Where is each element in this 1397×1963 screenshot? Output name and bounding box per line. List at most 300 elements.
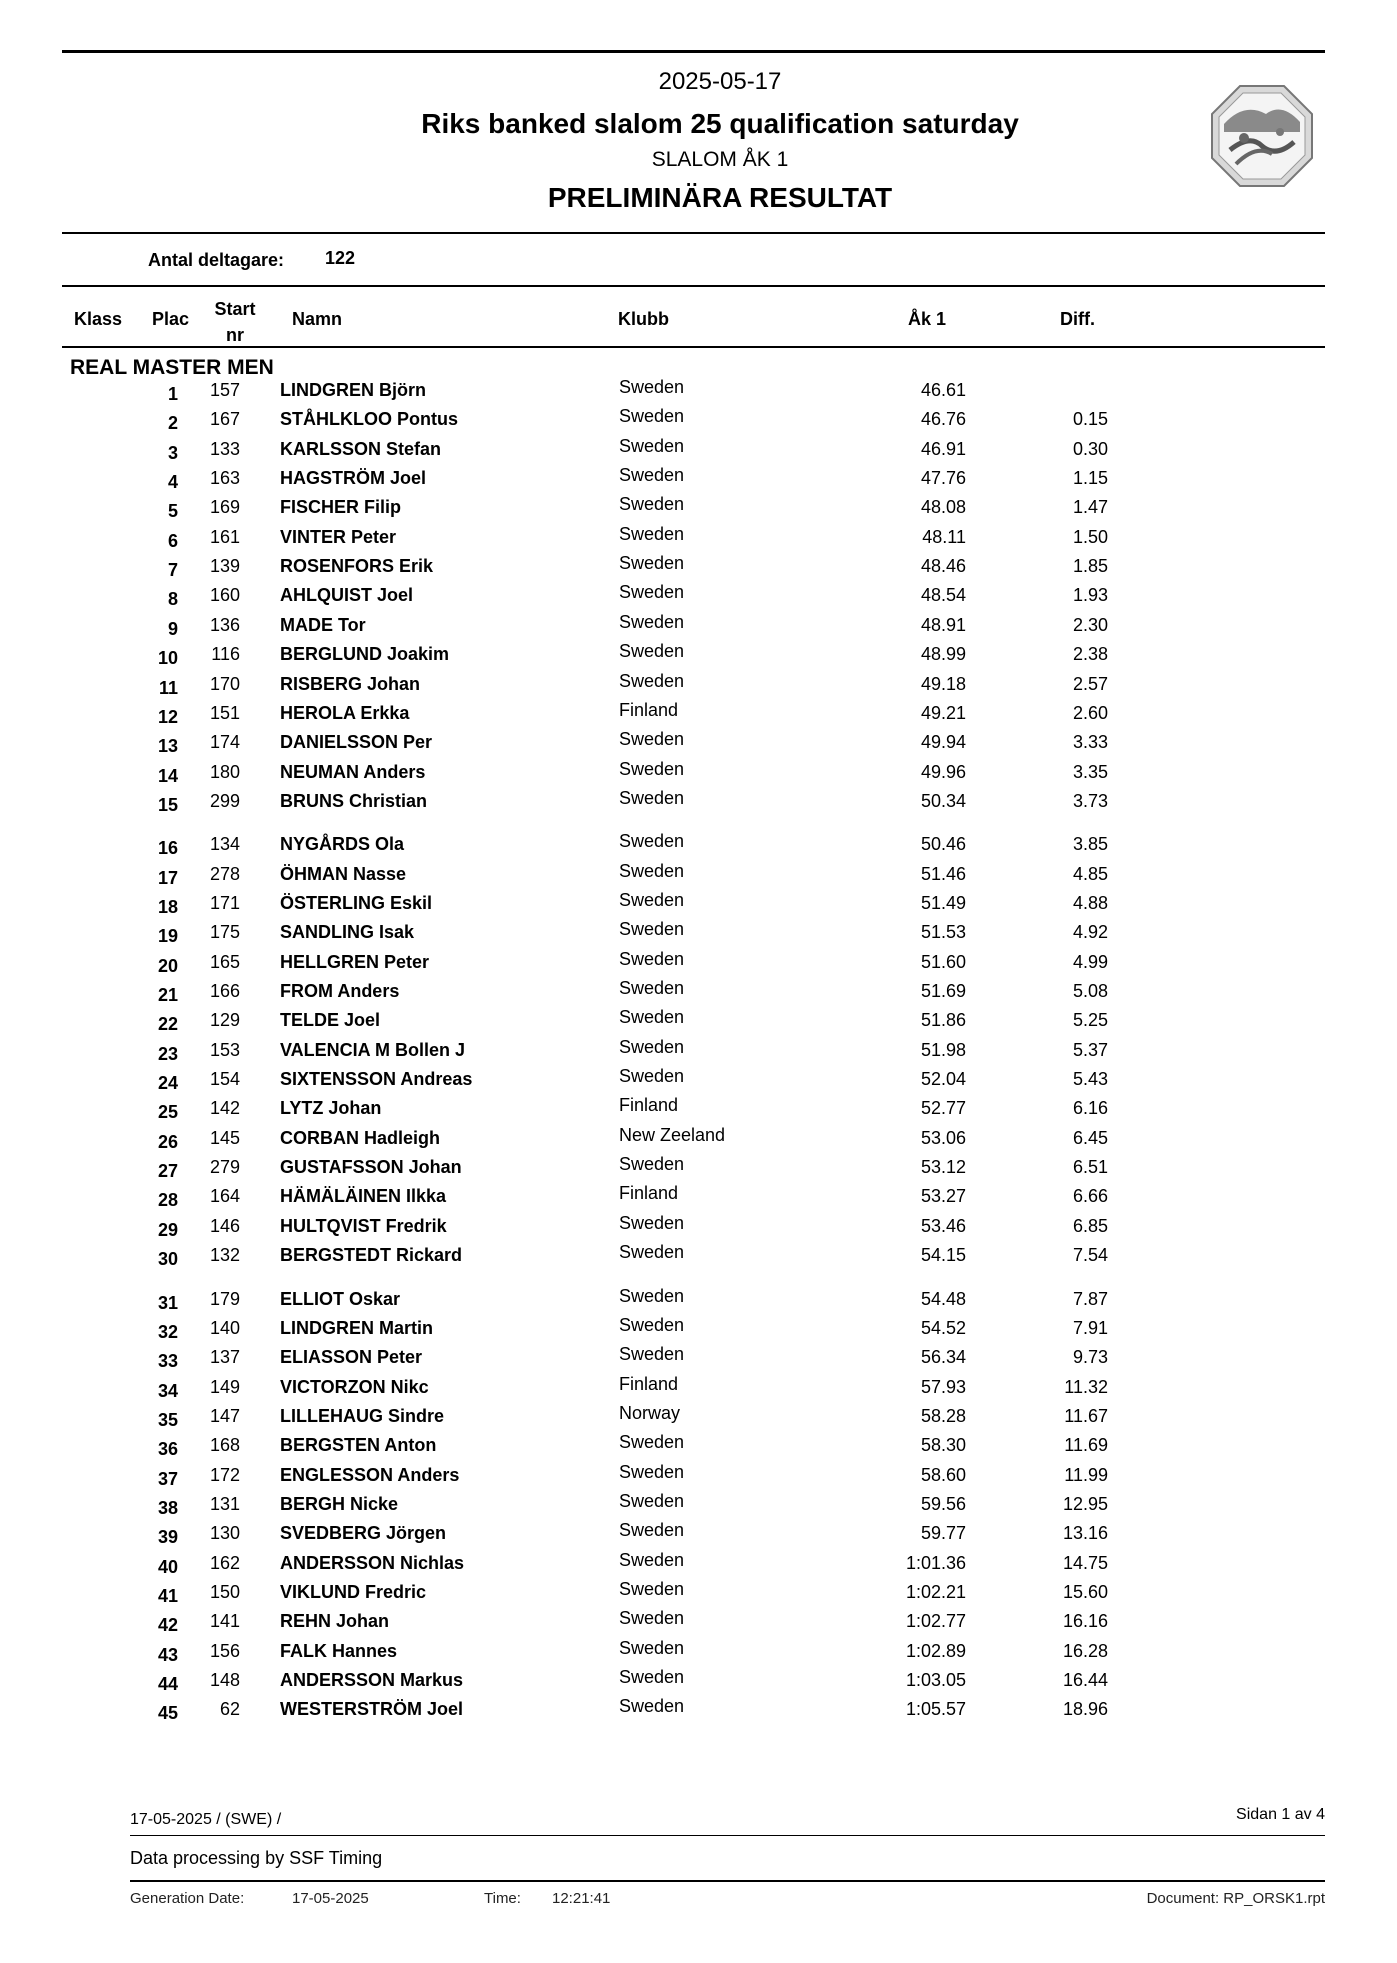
row-time-diff: 5.08 [1072,981,1108,1001]
row-place: 29 [157,1220,178,1240]
row-run-time: 1:02.89 [905,1641,966,1661]
row-time-diff: 15.60 [1062,1582,1108,1602]
row-start-number: 142 [209,1098,240,1118]
row-athlete-name: CORBAN Hadleigh [280,1128,441,1148]
row-time-diff: 16.16 [1062,1611,1108,1631]
row-run-time: 46.91 [920,439,966,459]
row-run-time: 1:02.77 [905,1611,966,1631]
generation-time-value: 12:21:41 [552,1890,611,1907]
row-time-diff: 6.45 [1072,1128,1108,1148]
row-start-number: 154 [209,1069,240,1089]
row-athlete-name: NEUMAN Anders [280,762,426,782]
table-row [0,671,1397,703]
row-athlete-name: LINDGREN Martin [280,1318,433,1338]
row-athlete-name: KARLSSON Stefan [280,439,442,459]
row-place: 5 [167,501,178,521]
row-club: Sweden [619,1491,685,1511]
row-start-number: 172 [209,1465,240,1485]
row-start-number: 133 [209,439,240,459]
row-club: Sweden [619,1213,685,1233]
col-header-namn: Namn [292,309,343,329]
row-time-diff: 18.96 [1062,1699,1108,1719]
row-athlete-name: BERGLUND Joakim [280,644,450,664]
row-club: Sweden [619,553,685,573]
row-athlete-name: LINDGREN Björn [280,380,426,400]
row-start-number: 162 [209,1553,240,1573]
table-row [0,1491,1397,1523]
row-place: 21 [157,985,178,1005]
row-run-time: 50.34 [920,791,966,811]
row-run-time: 49.18 [920,674,966,694]
row-run-time: 51.98 [920,1040,966,1060]
header-rule [62,232,1325,234]
table-row [0,949,1397,981]
row-run-time: 48.11 [922,527,966,547]
row-run-time: 59.56 [920,1494,966,1514]
row-run-time: 48.99 [920,644,966,664]
row-athlete-name: HULTQVIST Fredrik [280,1216,447,1236]
row-start-number: 134 [209,834,240,854]
row-time-diff: 2.30 [1072,615,1108,635]
row-place: 18 [157,897,178,917]
row-run-time: 46.61 [920,380,966,400]
row-place: 12 [157,707,178,727]
row-athlete-name: TELDE Joel [280,1010,381,1030]
row-time-diff: 2.38 [1072,644,1108,664]
row-start-number: 153 [209,1040,240,1060]
row-athlete-name: DANIELSSON Per [280,732,433,752]
row-club: Norway [619,1403,681,1423]
table-row [0,1037,1397,1069]
row-club: Sweden [619,1462,685,1482]
class-group-title: REAL MASTER MEN [70,356,274,379]
table-row [0,1667,1397,1699]
row-start-number: 132 [209,1245,240,1265]
row-club: Sweden [619,729,685,749]
row-start-number: 160 [209,585,240,605]
row-time-diff: 1.93 [1072,585,1108,605]
row-start-number: 151 [209,703,240,723]
table-row [0,641,1397,673]
row-time-diff: 12.95 [1062,1494,1108,1514]
table-header-rule [62,346,1325,348]
table-row [0,831,1397,863]
row-place: 15 [157,795,178,815]
row-time-diff: 2.60 [1072,703,1108,723]
row-start-number: 171 [209,893,240,913]
col-header-start-line1: Start [214,299,256,319]
row-club: Sweden [619,406,685,426]
table-row [0,1286,1397,1318]
table-row [0,978,1397,1010]
row-athlete-name: RISBERG Johan [280,674,421,694]
footer-rule-2 [130,1880,1325,1882]
row-time-diff: 1.47 [1072,497,1108,517]
row-place: 16 [157,838,178,858]
row-club: Sweden [619,524,685,544]
row-place: 9 [167,619,178,639]
row-club: Sweden [619,1667,685,1687]
row-club: Sweden [619,978,685,998]
row-athlete-name: FISCHER Filip [280,497,401,517]
col-header-ak1: Åk 1 [908,309,947,329]
row-athlete-name: MADE Tor [280,615,366,635]
generation-time-label: Time: [484,1890,521,1907]
row-club: Finland [619,1374,679,1394]
table-row [0,919,1397,951]
row-start-number: 131 [209,1494,240,1514]
row-run-time: 58.30 [920,1435,966,1455]
col-header-klass: Klass [74,309,123,329]
row-start-number: 170 [209,674,240,694]
row-athlete-name: ÖHMAN Nasse [280,864,407,884]
row-athlete-name: NYGÅRDS Ola [280,834,405,854]
row-start-number: 147 [209,1406,240,1426]
row-start-number: 278 [209,864,240,884]
row-start-number: 149 [209,1377,240,1397]
col-header-klubb: Klubb [618,309,669,329]
row-time-diff: 5.43 [1072,1069,1108,1089]
row-start-number: 116 [211,644,240,664]
row-run-time: 54.15 [920,1245,966,1265]
row-club: Sweden [619,831,685,851]
table-row [0,1183,1397,1215]
row-club: Sweden [619,641,685,661]
row-club: Sweden [619,1344,685,1364]
row-club: Sweden [619,949,685,969]
table-row [0,377,1397,409]
row-time-diff: 16.44 [1062,1670,1108,1690]
row-time-diff: 6.85 [1072,1216,1108,1236]
row-run-time: 53.06 [920,1128,966,1148]
row-start-number: 157 [209,380,240,400]
row-athlete-name: BERGH Nicke [280,1494,399,1514]
footer-left-info: 17-05-2025 / (SWE) / [130,1811,282,1828]
row-run-time: 58.60 [920,1465,966,1485]
row-place: 36 [157,1439,178,1459]
table-row [0,1125,1397,1157]
row-run-time: 48.54 [920,585,966,605]
table-row [0,1374,1397,1406]
row-time-diff: 11.99 [1064,1465,1108,1485]
row-place: 7 [167,560,178,580]
row-time-diff: 0.30 [1072,439,1108,459]
generation-date-value: 17-05-2025 [292,1890,369,1907]
row-athlete-name: AHLQUIST Joel [280,585,414,605]
row-club: Sweden [619,465,685,485]
document-name: Document: RP_ORSK1.rpt [1146,1890,1325,1907]
row-place: 45 [157,1703,178,1723]
table-row [0,759,1397,791]
row-club: Sweden [619,890,685,910]
row-time-diff: 5.25 [1072,1010,1108,1030]
row-run-time: 1:03.05 [905,1670,966,1690]
row-athlete-name: ÖSTERLING Eskil [280,893,433,913]
row-place: 28 [157,1190,178,1210]
row-club: Sweden [619,861,685,881]
table-row [0,1066,1397,1098]
row-run-time: 1:05.57 [905,1699,966,1719]
row-club: Sweden [619,919,685,939]
row-athlete-name: BRUNS Christian [280,791,428,811]
row-place: 23 [157,1044,178,1064]
row-athlete-name: ANDERSSON Nichlas [280,1553,465,1573]
row-club: Sweden [619,1154,685,1174]
row-start-number: 141 [209,1611,240,1631]
row-club: Sweden [619,494,685,514]
row-club: Sweden [619,436,685,456]
row-time-diff: 11.67 [1064,1406,1108,1426]
row-run-time: 51.49 [920,893,966,913]
row-athlete-name: SVEDBERG Jörgen [280,1523,447,1543]
ski-federation-emblem-icon [1210,84,1314,188]
row-run-time: 56.34 [920,1347,966,1367]
row-run-time: 54.48 [920,1289,966,1309]
table-row [0,1579,1397,1611]
row-place: 10 [157,648,178,668]
row-run-time: 58.28 [920,1406,966,1426]
table-row [0,890,1397,922]
row-time-diff: 6.66 [1072,1186,1108,1206]
row-club: Finland [619,1095,679,1115]
table-row [0,1344,1397,1376]
row-time-diff: 5.37 [1072,1040,1108,1060]
row-start-number: 150 [209,1582,240,1602]
row-athlete-name: STÅHLKLOO Pontus [280,409,458,429]
row-run-time: 49.96 [920,762,966,782]
row-start-number: 175 [209,922,240,942]
row-time-diff: 3.73 [1072,791,1108,811]
row-run-time: 57.93 [920,1377,966,1397]
top-rule [62,50,1325,53]
table-row [0,700,1397,732]
row-start-number: 161 [209,527,240,547]
row-athlete-name: REHN Johan [280,1611,390,1631]
row-place: 31 [157,1293,178,1313]
table-row [0,1403,1397,1435]
row-athlete-name: ELLIOT Oskar [280,1289,401,1309]
row-place: 26 [157,1132,178,1152]
row-place: 33 [157,1351,178,1371]
row-run-time: 53.46 [920,1216,966,1236]
row-place: 30 [157,1249,178,1269]
row-start-number: 137 [209,1347,240,1367]
table-row [0,1213,1397,1245]
row-athlete-name: BERGSTEN Anton [280,1435,437,1455]
row-club: Sweden [619,1242,685,1262]
row-run-time: 54.52 [920,1318,966,1338]
row-athlete-name: VALENCIA M Bollen J [280,1040,466,1060]
row-run-time: 53.12 [920,1157,966,1177]
row-time-diff: 7.87 [1072,1289,1108,1309]
row-place: 22 [157,1014,178,1034]
row-place: 42 [157,1615,178,1635]
row-place: 37 [157,1469,178,1489]
row-run-time: 51.86 [920,1010,966,1030]
row-place: 13 [157,736,178,756]
row-athlete-name: ENGLESSON Anders [280,1465,460,1485]
row-club: Sweden [619,788,685,808]
row-time-diff: 14.75 [1062,1553,1108,1573]
table-row [0,1007,1397,1039]
col-header-start [205,296,265,348]
row-start-number: 145 [209,1128,240,1148]
row-club: Finland [619,1183,679,1203]
row-run-time: 48.91 [920,615,966,635]
row-club: Sweden [619,1315,685,1335]
row-athlete-name: WESTERSTRÖM Joel [280,1699,464,1719]
row-place: 34 [157,1381,178,1401]
row-club: Sweden [619,1608,685,1628]
row-club: Sweden [619,612,685,632]
row-start-number: 299 [209,791,240,811]
row-run-time: 49.21 [920,703,966,723]
row-place: 39 [157,1527,178,1547]
row-run-time: 1:01.36 [905,1553,966,1573]
generation-date-label: Generation Date: [130,1890,245,1907]
row-time-diff: 4.85 [1072,864,1108,884]
participants-label: Antal deltagare: [148,250,285,270]
row-place: 35 [157,1410,178,1430]
row-time-diff: 11.32 [1064,1377,1108,1397]
row-run-time: 1:02.21 [905,1582,966,1602]
event-date: 2025-05-17 [658,68,782,95]
row-club: Sweden [619,1638,685,1658]
col-header-diff: Diff. [1060,309,1095,329]
table-row [0,1550,1397,1582]
row-athlete-name: HAGSTRÖM Joel [280,468,427,488]
row-club: Sweden [619,1066,685,1086]
row-club: Sweden [619,1520,685,1540]
row-start-number: 140 [209,1318,240,1338]
row-start-number: 279 [209,1157,240,1177]
table-row [0,494,1397,526]
row-run-time: 53.27 [920,1186,966,1206]
row-athlete-name: LYTZ Johan [280,1098,382,1118]
row-run-time: 51.46 [920,864,966,884]
row-time-diff: 9.73 [1072,1347,1108,1367]
row-time-diff: 4.92 [1072,922,1108,942]
row-club: Sweden [619,1007,685,1027]
row-time-diff: 4.88 [1072,893,1108,913]
row-place: 8 [167,589,178,609]
row-run-time: 49.94 [920,732,966,752]
table-row [0,1462,1397,1494]
table-row [0,1432,1397,1464]
row-place: 14 [157,766,178,786]
table-row [0,1638,1397,1670]
row-place: 41 [157,1586,178,1606]
row-athlete-name: ANDERSSON Markus [280,1670,464,1690]
row-time-diff: 6.51 [1072,1157,1108,1177]
row-place: 11 [158,678,178,698]
row-run-time: 51.53 [920,922,966,942]
row-place: 40 [157,1557,178,1577]
row-run-time: 51.60 [920,952,966,972]
row-club: Sweden [619,1432,685,1452]
row-time-diff: 7.91 [1072,1318,1108,1338]
row-start-number: 169 [209,497,240,517]
row-time-diff: 1.15 [1072,468,1108,488]
page-title: Riks banked slalom 25 qualification saturday [421,108,1019,139]
row-place: 17 [157,868,178,888]
table-row [0,524,1397,556]
row-athlete-name: FROM Anders [280,981,400,1001]
table-row [0,1520,1397,1552]
row-athlete-name: HEROLA Erkka [280,703,410,723]
row-run-time: 47.76 [920,468,966,488]
row-start-number: 62 [219,1699,240,1719]
row-run-time: 52.04 [920,1069,966,1089]
row-place: 27 [157,1161,178,1181]
row-time-diff: 7.54 [1072,1245,1108,1265]
row-place: 2 [167,413,178,433]
row-athlete-name: ROSENFORS Erik [280,556,434,576]
row-club: Sweden [619,1550,685,1570]
row-place: 44 [157,1674,178,1694]
row-athlete-name: FALK Hannes [280,1641,398,1661]
row-athlete-name: VIKLUND Fredric [280,1582,427,1602]
data-processing-credit: Data processing by SSF Timing [130,1848,383,1868]
row-place: 6 [167,531,178,551]
row-time-diff: 3.35 [1072,762,1108,782]
col-header-start-line2: nr [226,325,244,345]
row-time-diff: 6.16 [1072,1098,1108,1118]
row-place: 24 [157,1073,178,1093]
row-run-time: 50.46 [920,834,966,854]
table-row [0,406,1397,438]
row-athlete-name: SIXTENSSON Andreas [280,1069,473,1089]
row-start-number: 129 [209,1010,240,1030]
row-athlete-name: VICTORZON Nikc [280,1377,429,1397]
table-row [0,553,1397,585]
row-start-number: 148 [209,1670,240,1690]
row-start-number: 167 [209,409,240,429]
row-start-number: 180 [209,762,240,782]
row-start-number: 130 [209,1523,240,1543]
page-number: Sidan 1 av 4 [1236,1806,1325,1823]
table-row [0,465,1397,497]
row-club: Sweden [619,759,685,779]
row-start-number: 166 [209,981,240,1001]
row-place: 43 [157,1645,178,1665]
run-subtitle: SLALOM ÅK 1 [651,148,789,171]
row-place: 38 [157,1498,178,1518]
participants-count: 122 [325,248,356,268]
row-athlete-name: BERGSTEDT Rickard [280,1245,463,1265]
row-athlete-name: ELIASSON Peter [280,1347,423,1367]
row-place: 3 [167,443,178,463]
table-top-rule [62,285,1325,287]
row-place: 32 [157,1322,178,1342]
row-club: New Zeeland [619,1125,726,1145]
row-start-number: 165 [209,952,240,972]
row-time-diff: 4.99 [1072,952,1108,972]
table-row [0,861,1397,893]
table-row [0,612,1397,644]
row-athlete-name: LILLEHAUG Sindre [280,1406,445,1426]
row-club: Sweden [619,1696,685,1716]
row-run-time: 51.69 [920,981,966,1001]
row-start-number: 136 [209,615,240,635]
row-club: Sweden [619,582,685,602]
table-row [0,1315,1397,1347]
row-time-diff: 0.15 [1072,409,1108,429]
table-row [0,436,1397,468]
row-time-diff: 16.28 [1062,1641,1108,1661]
row-athlete-name: GUSTAFSSON Johan [280,1157,462,1177]
table-row [0,1095,1397,1127]
